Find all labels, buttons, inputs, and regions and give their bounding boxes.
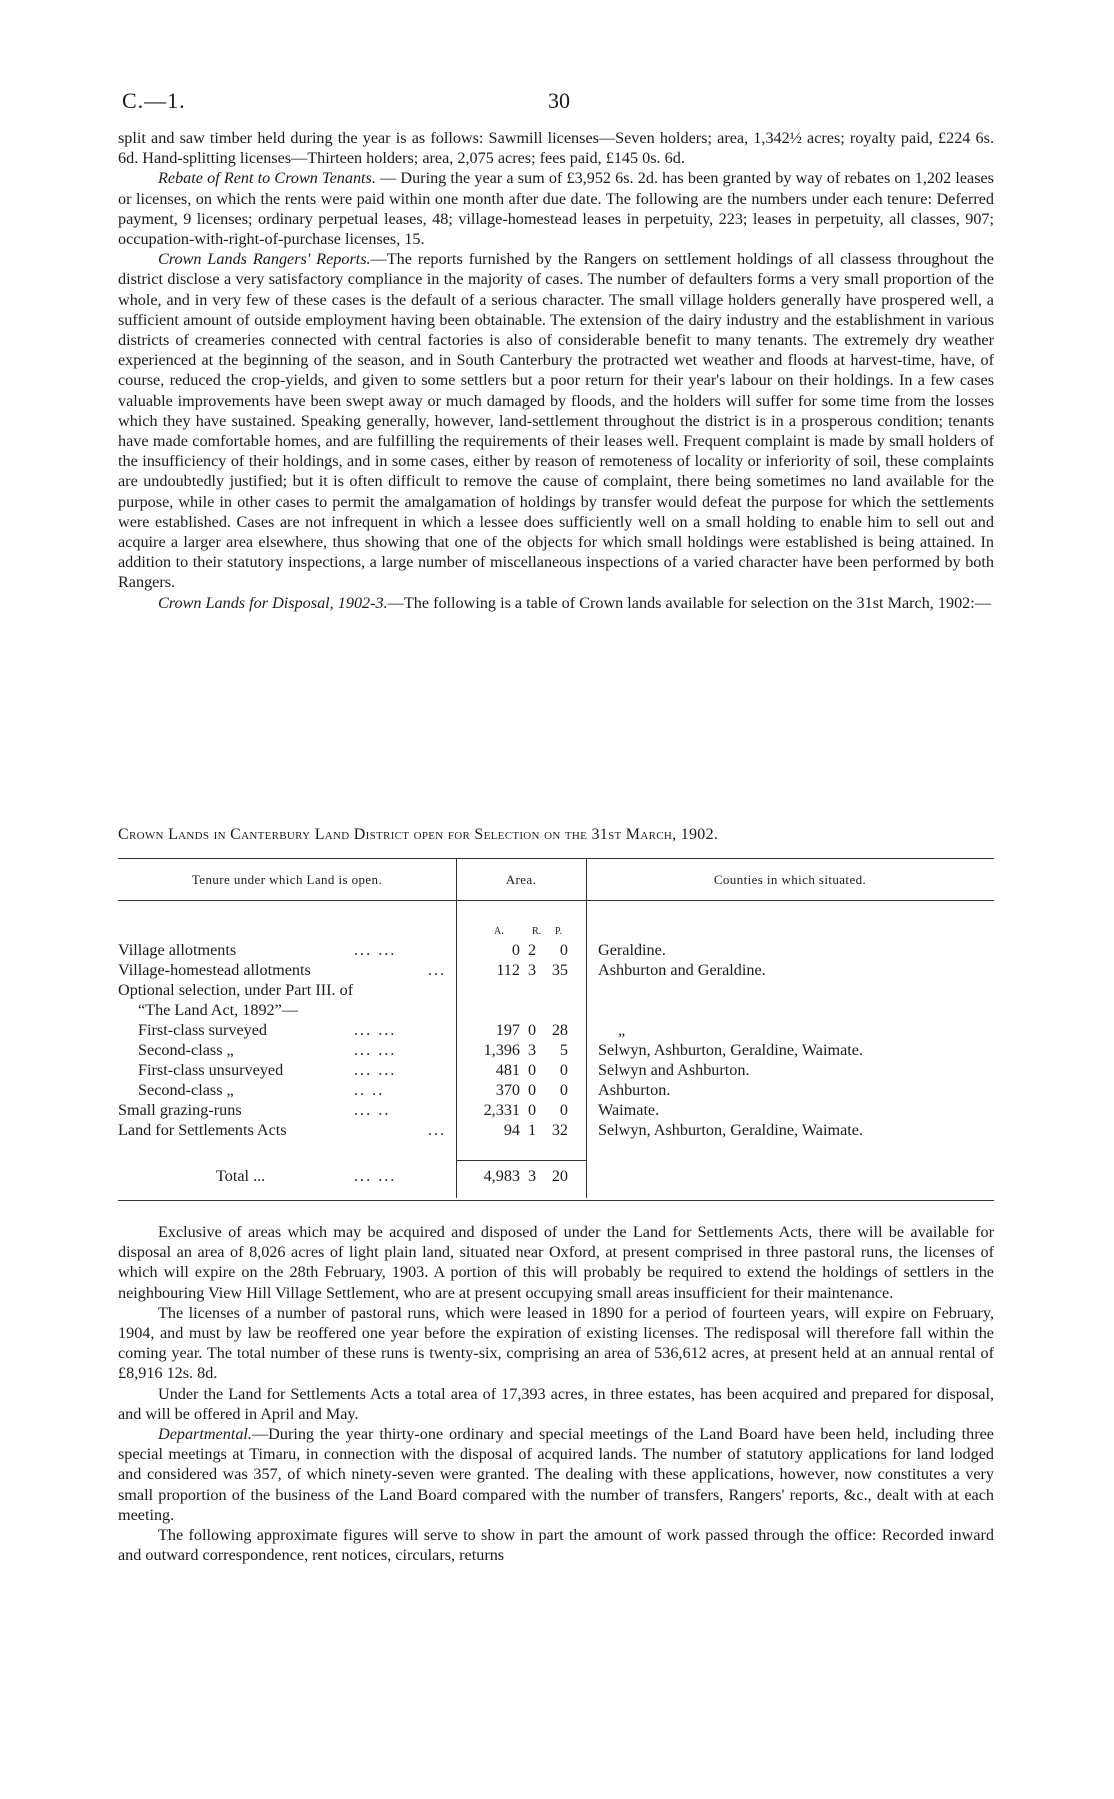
paragraph-rangers: Crown Lands Rangers' Reports.—The reports furnished by the Rangers on settlement holdings of all classess throughout the district disclose a very satisfactory compliance in the majority of cases. The number of defaulters forms a very small proportion of the whole, and in very few of these cases is the default of a serious character. The small village holders generally have prospered well, a sufficient amount of outside employment having been obtainable. The extension of the dairy industry and the establishment in various districts of creameries connected with central factories is also of considerable benefit to many tenants. The extremely dry weather experienced at the beginning of the season, and in South Canterbury the protracted wet weather and floods at harvest-time, have, of course, reduced the crop-yields, and given to some settlers but a poor return for their year's labour on their holdings. In a few cases valuable improvements have been swept away or much damaged by floods, and the holders will suffer for some time from the losses which they have sustained. Speaking generally, however, land-settlement throughout the district is in a prosperous condition; tenants have made comfortable homes, and are fulfilling the requirements of their leases well. Frequent complaint is made by small holders of the insufficiency of their holdings, and in some cases, either by reason of remoteness of locality or inferiority of soil, these complaints are undoubtedly justified; but it is often difficult to remove the cause of complaint, there being sometimes no land available for the purpose, while in other cases to permit the amalgamation of holdings by transfer would defeat the purpose for which the settlements were established. Cases are not infrequent in which a lessee does sufficiently well on a small holding to enable him to sell out and acquire a larger area elsewhere, thus showing that one of the objects for which small holdings were established is being attained. In addition to their statutory inspections, a large number of miscellaneous inspections of a varied character have been performed by both Rangers. — [118, 250, 994, 592]
table-column-divider — [586, 858, 587, 1198]
table-column-divider — [456, 858, 457, 1198]
paragraph-departmental: Departmental.—During the year thirty-one ordinary and special meetings of the Land Board have been held, including three special meetings at Timaru, in connection with the disposal of acquired lands. The number of statutory applications for land lodged and considered was 357, of which ninety-seven were granted. The dealing with these applications, however, now constitutes a very small proportion of the business of the Land Board compared with the number of transfers, Rangers' reports, &c., dealt with at each meeting. — [118, 1425, 994, 1524]
unit-acres: A. — [494, 926, 504, 937]
paragraph-rebate: Rebate of Rent to Crown Tenants. — During the year a sum of £3,952 6s. 2d. has been granted by way of rebates on 1,202 leases or licenses, on which the rents were paid within one month after due date. The following are the numbers under each tenure: Deferred payment, 9 licenses; ordinary perpetual leases, 48; village-homestead leases in perpetuity, 223; leases in perpetuity, all classes, 907; occupation-with-right-of-purchase licenses, 15. — [118, 169, 994, 249]
table-bottom-rule — [118, 1200, 994, 1201]
document-page: C.—1. 30 split and saw timber held during the year is as follows: Sawmill licenses—Seven holders; area, 1,342½ acres; royalty paid, £224 6s. 6d. Hand-splitting licenses—Thirteen holders; area, 2,075 acres; fees paid, £145 0s. 6d. Rebate of Rent to Crown Tenants. — During the year a sum of £3,952 6s. 2d. has been granted by way of rebates on 1,202 leases or licenses, on which the rents were paid within one month after due date. The following are the numbers under each tenure: Deferred payment, 9 licenses; ordinary perpetual leases, 48; village-homestead leases in perpetuity, 223; leases in perpetuity, all classes, 907; occupation-with-right-of-purchase licenses, 15. Crown Lands Rangers' Reports.—The reports furnished by the Rangers on settlement holdings of all classess throughout the district disclose a very satisfactory compliance in the majority of cases. The number of defaulters forms a very small proportion of the whole, and in very few of these cases is the default of a serious character. The small village holders generally have prospered well, a sufficient amount of outside employment having been obtainable. The extension of the dairy industry and the establishment in various districts of creameries connected with central factories is also of considerable benefit to many tenants. The extremely dry weather experienced at the beginning of the season, and in South Canterbury the protracted wet weather and floods at harvest-time, have, of course, reduced the crop-yields, and given to some settlers but a poor return for their year's labour on their holdings. In a few cases valuable improvements have been swept away or much damaged by floods, and the holders will suffer for some time from the losses which they have sustained. Speaking generally, however, land-settlement throughout the district is in a prosperous condition; tenants have made comfortable homes, and are fulfilling the requirements of their leases well. Frequent complaint is made by small holders of the insufficiency of their holdings, and in some cases, either by reason of remoteness of locality or inferiority of soil, these complaints are undoubtedly justified; but it is often difficult to remove the cause of complaint, there being sometimes no land available for the purpose, while in other cases to permit the amalgamation of holdings by transfer would defeat the purpose for which the settlements were established. Cases are not infrequent in which a lessee does sufficiently well on a small holding to enable him to sell out and acquire a larger area elsewhere, thus showing that one of the objects for which small holdings were established is being attained. In addition to their statutory inspections, a large number of miscellaneous inspections of a varied character have been performed by both Rangers. Crown Lands for Disposal, 1902-3.—The following is a table of Crown lands available for selection on the 31st March, 1902:— Crown Lands in Canterbury Land District open for Selection on the 31st March, 1902. Tenure under which Land is open. Area. Counties in which situated. A. R. P. Village allotments ... ... 0 2 0 Geraldine. Village-homestead allotments ... 112 3 35 Ashburton and Geraldine. Optional selection, under Part III. of “The Land Act, 1892”— First-class surveyed ... ... 197 0 28 „ Second-class „ ... ... 1,396 3 5 Selwyn, Ashburton, Geraldine, Waimate. First-class unsurveyed ... ... 481 0 0 Selwyn and Ashburton. Second-class „ .. .. 370 0 0 Ashburton. Small grazing-runs ... .. 2,331 0 0 Waimate. Land for Settlements Acts ... 94 1 32 Selwyn, Ashburton, Geraldine, Waimate. Total ... ... ... 4,983 3 20 Exclusive of areas which may be acquired and disposed of under the Land for Settlements Acts, there will be available for disposal an area of 8,026 acres of light plain land, situated near Oxford, at present comprised in three pastoral runs, the licenses of which will expire on the 28th February, 1903. A portion of this will probably be required to extend the holdings of settlers in the neighbouring View Hill Village Settlement, who are at present occupying small areas insufficient for their maintenance. The licenses of a number of pastoral runs, which were leased in 1890 for a period of fourteen years, will expire on February, 1904, and must by law be reoffered one year before the expiration of existing licenses. The redisposal will therefore fall within the coming year. The total number of these runs is twenty-six, comprising an area of 536,612 acres, at present held at an annual rental of £8,916 12s. 8d. Under the Land for Settlements Acts a total area of 17,393 acres, in three estates, has been acquired and prepared for disposal, and will be offered in April and May. Departmental.—During the year thirty-one ordinary and special meetings of the Land Board have been held, including three special meetings at Timaru, in connection with the disposal of acquired lands. The number of statutory applications for land lodged and considered was 357, of which ninety-seven were granted. The dealing with these applications, however, now constitutes a very small proportion of the business of the Land Board compared with the number of transfers, Rangers' reports, &c., dealt with at each meeting. The following approximate figures will serve to show in part the amount of work passed through the office: Recorded inward and outward correspondence, rent notices, circulars, returns — [118, 88, 994, 1565]
paragraph-office-work: The following approximate figures will serve to show in part the amount of work passed through the office: Recorded inward and outward correspondence, rent notices, circulars, returns — [118, 1526, 994, 1565]
column-header-counties: Counties in which situated. — [713, 872, 867, 887]
top-text-block — [118, 128, 994, 613]
table-title: Crown Lands in Canterbury Land District open for Selection on the 31st March, 1902. — [118, 826, 719, 843]
page-number: 30 — [548, 88, 570, 113]
paragraph-pastoral-runs: The licenses of a number of pastoral runs, which were leased in 1890 for a period of fourteen years, will expire on February, 1904, and must by law be reoffered one year before the expiration of existing licenses. The redisposal will therefore fall within the coming year. The total number of these runs is twenty-six, comprising an area of 536,612 acres, at present held at an annual rental of £8,916 12s. 8d. — [118, 1303, 994, 1383]
paragraph-timber: split and saw timber held during the year is as follows: Sawmill licenses—Seven holders; area, 1,342½ acres; royalty paid, £224 6s. 6d. Hand-splitting licenses—Thirteen holders; area, 2,075 acres; fees paid, £145 0s. 6d. — [118, 129, 994, 168]
unit-roods: R. — [532, 926, 542, 937]
paragraph-settlements: Under the Land for Settlements Acts a total area of 17,393 acres, in three estates, has been acquired and prepared for disposal, and will be offered in April and May. — [118, 1384, 994, 1423]
paragraph-disposal: Crown Lands for Disposal, 1902-3.—The following is a table of Crown lands available for selection on the 31st March, 1902:— — [158, 593, 991, 612]
total-rule — [456, 1160, 586, 1161]
bottom-text-block — [118, 1222, 994, 1565]
paragraph-lead: Departmental. — [158, 1425, 252, 1444]
table-top-rule — [118, 858, 994, 859]
unit-perches: P. — [555, 926, 562, 937]
column-header-area: Area. — [505, 872, 537, 887]
parliamentary-paper-code: C.—1. — [122, 88, 186, 113]
table-header-rule — [118, 900, 994, 901]
paragraph-lead: Crown Lands Rangers' Reports. — [158, 250, 371, 269]
paragraph-oxford: Exclusive of areas which may be acquired and disposed of under the Land for Settlements Acts, there will be available for disposal an area of 8,026 acres of light plain land, situated near Oxford, at present comprised in three pastoral runs, the licenses of which will expire on the 28th February, 1903. A portion of this will probably be required to extend the holdings of settlers in the neighbouring View Hill Village Settlement, who are at present occupying small areas insufficient for their maintenance. — [118, 1223, 994, 1302]
paragraph-lead: Rebate of Rent to Crown Tenants. — [158, 169, 376, 188]
paragraph-lead: Crown Lands for Disposal, 1902-3. — [158, 593, 388, 612]
column-header-tenure: Tenure under which Land is open. — [191, 872, 383, 887]
